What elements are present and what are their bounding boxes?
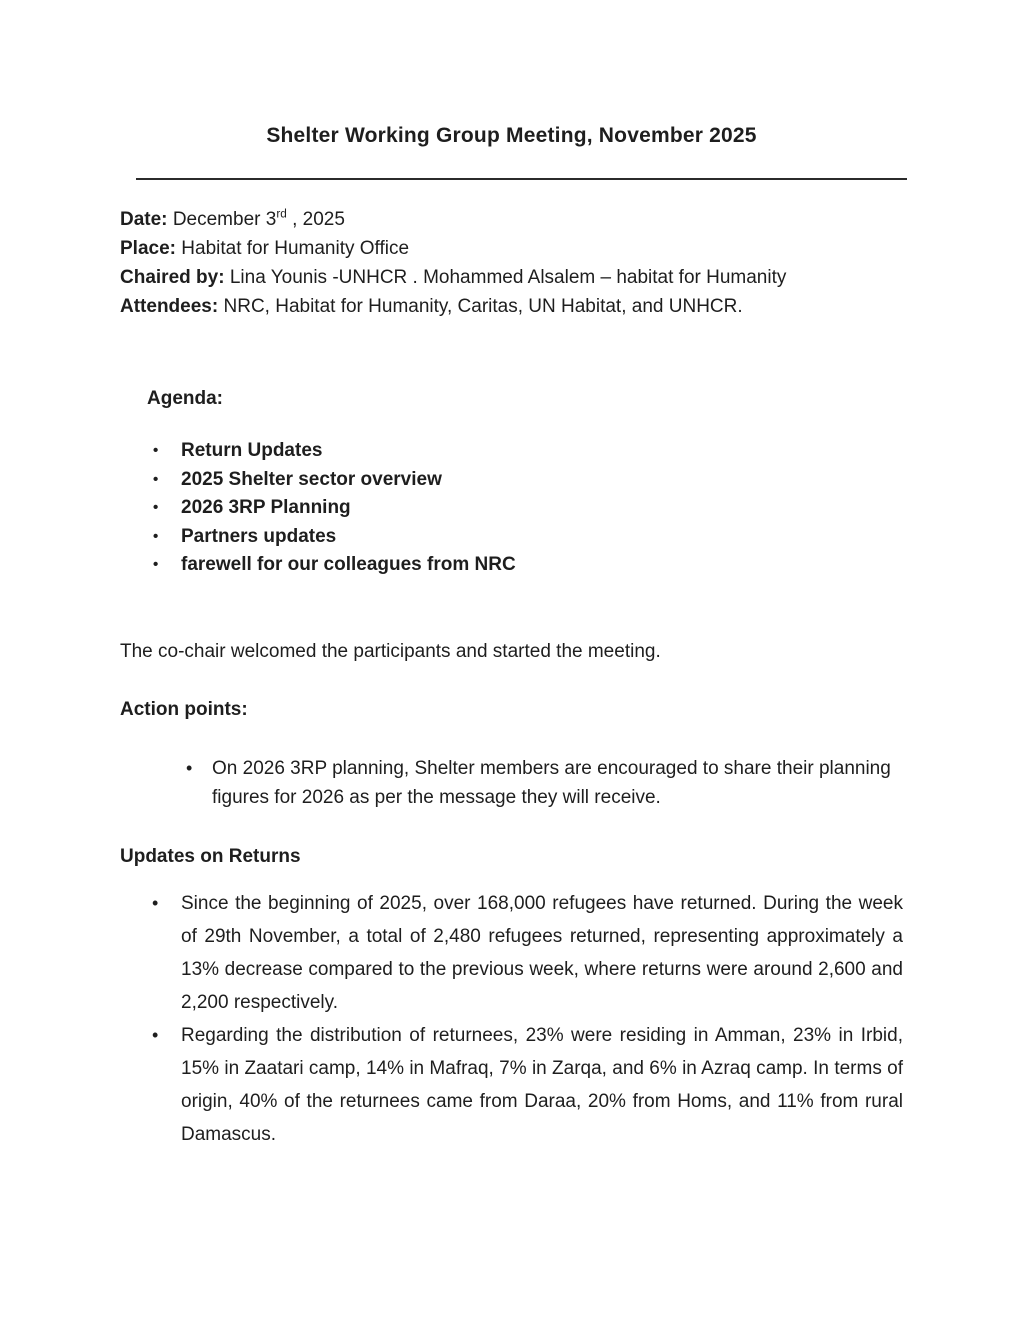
agenda-item-label: 2026 3RP Planning [181, 497, 351, 518]
page-title: Shelter Working Group Meeting, November 2025 [266, 124, 757, 147]
action-point-item [120, 754, 903, 812]
agenda-item [120, 551, 903, 580]
update-item-text: Since the beginning of 2025, over 168,000 refugees have returned. During the week of 29th November, a total of 2,480 refugees returned, representing approximately a 13% decrease compared to the previous week, where returns were around 2,600 and 2,200 respectively. [181, 892, 903, 1013]
place-label: Place: [120, 238, 176, 259]
attendees-value: NRC, Habitat for Humanity, Caritas, UN Habitat, and UNHCR. [223, 296, 743, 317]
bullet-icon: • [186, 757, 193, 778]
meta-chaired-line [120, 263, 903, 292]
date-label: Date: [120, 209, 168, 230]
place-value: Habitat for Humanity Office [181, 238, 410, 259]
meta-attendees-line [120, 292, 903, 321]
bullet-icon: • [152, 892, 159, 913]
date-value-pre: December 3 [172, 209, 277, 230]
agenda-list [120, 437, 903, 580]
action-points-heading: Action points: [120, 698, 248, 720]
meta-place-line [120, 234, 903, 263]
agenda-item [120, 523, 903, 552]
updates-list [120, 887, 903, 1151]
title-divider [136, 178, 907, 180]
attendees-label: Attendees: [120, 296, 219, 317]
chaired-by-value: Lina Younis -UNHCR . Mohammed Alsalem – habitat for Humanity [229, 267, 787, 288]
date-ordinal-suffix: rd [276, 207, 287, 221]
agenda-item-label: Return Updates [181, 440, 323, 461]
agenda-item-label: 2025 Shelter sector overview [181, 468, 442, 490]
agenda-item-label: farewell for our colleagues from NRC [181, 554, 516, 575]
agenda-item [120, 437, 903, 466]
update-item [120, 887, 903, 1019]
agenda-heading: Agenda: [147, 388, 223, 409]
action-points-list [120, 754, 903, 812]
agenda-item [120, 494, 903, 523]
meta-date-line [120, 205, 903, 234]
date-value-post: , 2025 [286, 209, 345, 230]
bullet-icon: • [153, 470, 159, 488]
bullet-icon: • [153, 556, 159, 573]
intro-paragraph: The co-chair welcomed the participants and started the meeting. [120, 640, 661, 662]
agenda-item-label: Partners updates [181, 525, 337, 547]
meta-block [120, 205, 903, 321]
bullet-icon: • [153, 527, 159, 545]
bullet-icon: • [153, 499, 159, 516]
update-item [120, 1019, 903, 1151]
updates-heading: Updates on Returns [120, 845, 301, 867]
action-point-text: On 2026 3RP planning, Shelter members are encouraged to share their planning figures for 2026 as per the message they will receive. [212, 757, 891, 808]
date-value [173, 209, 345, 230]
agenda-item [120, 466, 903, 495]
bullet-icon: • [153, 442, 159, 459]
bullet-icon: • [152, 1024, 159, 1045]
update-item-text: Regarding the distribution of returnees, 23% were residing in Amman, 23% in Irbid, 15% in Zaatari camp, 14% in Mafraq, 7% in Zarqa, and 6% in Azraq camp. In terms of origin, 40% of the returnees came from Daraa, 20% from Homs, and 11% from rural Damascus. [181, 1024, 903, 1145]
chaired-by-label: Chaired by: [120, 267, 225, 288]
